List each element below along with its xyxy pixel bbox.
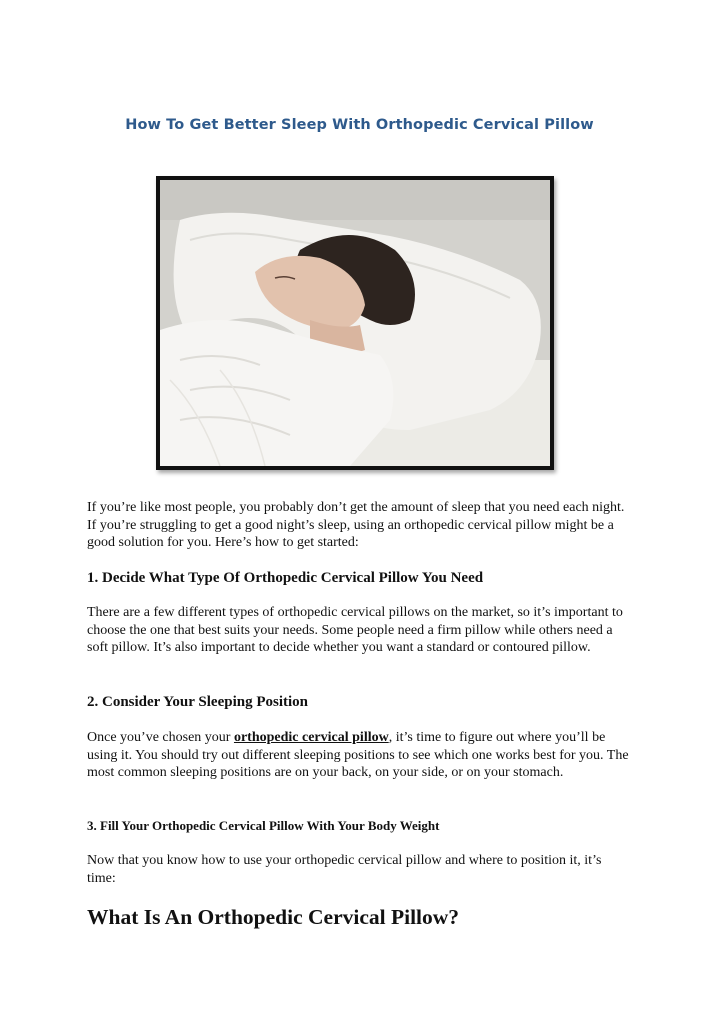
section-2-text-after-link: , it’s time to figure out where you’ll be using it. You should try out different sleeping positions to see which one works best for you. The most common sleeping positions are on your back, on your side, or on your stomach. — [87, 730, 629, 781]
section-1-paragraph: There are a few different types of orthopedic cervical pillows on the market, so it’s important to choose the one that best suits your needs. Some people need a firm pillow while others need a soft pillow. It’s also important to decide whether you want a standard or contoured pillow. — [87, 605, 623, 656]
woman-sleeping-on-cervical-pillow-photo — [156, 176, 554, 470]
document-title: How To Get Better Sleep With Orthopedic Cervical Pillow — [125, 117, 594, 133]
section-3-heading: 3. Fill Your Orthopedic Cervical Pillow With Your Body Weight — [87, 818, 440, 833]
orthopedic-cervical-pillow-link[interactable]: orthopedic cervical pillow — [233, 730, 389, 745]
main-heading-what-is: What Is An Orthopedic Cervical Pillow? — [87, 905, 460, 929]
section-1-heading: 1. Decide What Type Of Orthopedic Cervical Pillow You Need — [87, 570, 484, 586]
section-2-text-before-link: Once you’ve chosen your — [87, 730, 234, 745]
section-3-paragraph: Now that you know how to use your orthopedic cervical pillow and where to position it, it’s time: — [87, 853, 602, 886]
section-2-paragraph — [87, 729, 632, 782]
photo-illustration — [160, 180, 550, 466]
section-2-heading: 2. Consider Your Sleeping Position — [87, 694, 309, 710]
intro-paragraph: If you’re like most people, you probably don’t get the amount of sleep that you need each night. If you’re struggling to get a good night’s sleep, using an orthopedic cervical pillow might be a good solution for you. Here’s how to get started: — [87, 500, 625, 551]
